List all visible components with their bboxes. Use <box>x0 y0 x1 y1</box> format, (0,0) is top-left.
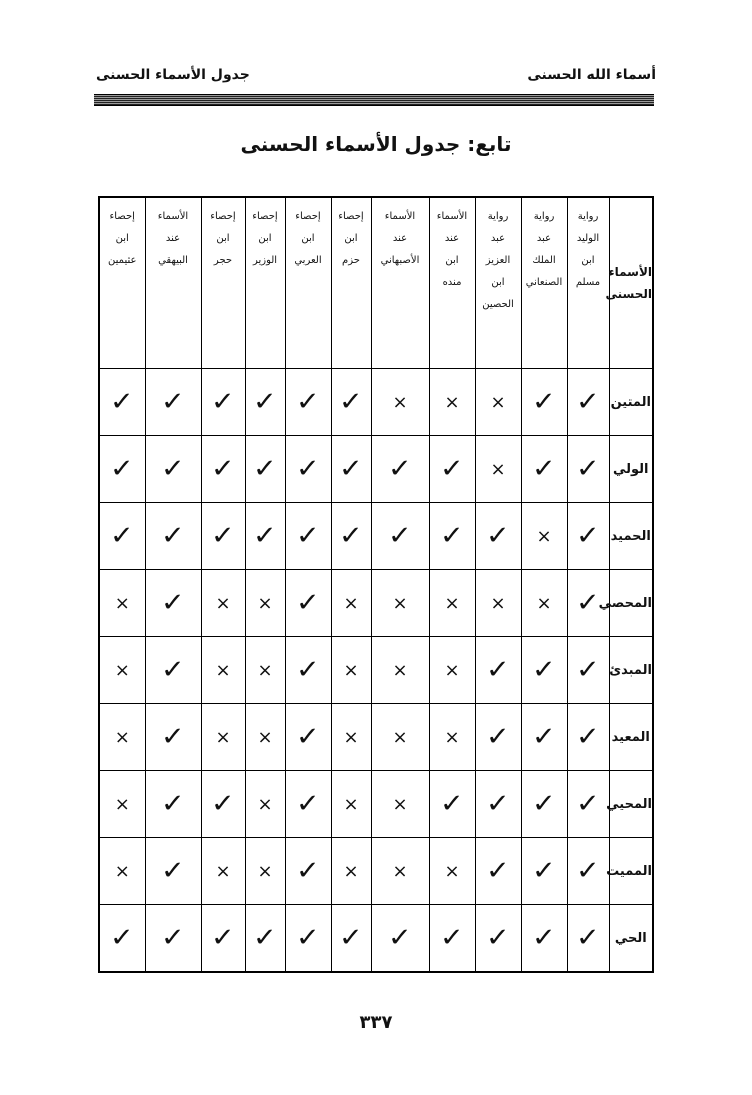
mark-cell <box>245 704 285 771</box>
mark-cell <box>331 838 371 905</box>
check-mark-icon: ✓ <box>110 923 135 953</box>
check-mark-icon: ✓ <box>110 454 135 484</box>
cross-mark-icon: × <box>490 458 506 480</box>
check-mark-icon: ✓ <box>388 923 412 953</box>
cross-mark-icon: × <box>444 860 460 882</box>
check-mark-icon: ✓ <box>532 454 556 484</box>
table-row <box>99 637 653 704</box>
cross-mark-icon: × <box>215 860 231 882</box>
mark-cell <box>245 369 285 436</box>
column-header: الأسماء عند الأصبهاني <box>371 197 429 369</box>
mark-cell <box>201 369 245 436</box>
mark-cell <box>521 570 567 637</box>
mark-cell <box>201 637 245 704</box>
mark-cell <box>145 637 201 704</box>
cross-mark-icon: × <box>257 793 273 815</box>
mark-cell <box>521 838 567 905</box>
name-column-header: الأسماء الحسنى <box>609 197 653 369</box>
mark-cell <box>99 503 145 570</box>
column-header: إحصاء ابن الوزير <box>245 197 285 369</box>
mark-cell <box>567 637 609 704</box>
check-mark-icon: ✓ <box>532 789 556 819</box>
check-mark-icon: ✓ <box>576 856 600 886</box>
divine-name-cell: المبدئ <box>609 637 653 704</box>
check-mark-icon: ✓ <box>161 789 185 819</box>
check-mark-icon: ✓ <box>161 521 185 551</box>
mark-cell <box>567 369 609 436</box>
mark-cell <box>245 637 285 704</box>
mark-cell <box>331 905 371 973</box>
check-mark-icon: ✓ <box>253 923 277 953</box>
mark-cell <box>331 436 371 503</box>
mark-cell <box>331 704 371 771</box>
table-row <box>99 570 653 637</box>
running-head <box>96 64 656 86</box>
mark-cell <box>429 771 475 838</box>
cross-mark-icon: × <box>444 726 460 748</box>
mark-cell <box>331 369 371 436</box>
mark-cell <box>521 503 567 570</box>
mark-cell <box>201 570 245 637</box>
cross-mark-icon: × <box>444 592 460 614</box>
mark-cell <box>201 771 245 838</box>
mark-cell <box>371 637 429 704</box>
cross-mark-icon: × <box>392 793 408 815</box>
check-mark-icon: ✓ <box>576 454 600 484</box>
mark-cell <box>145 369 201 436</box>
column-header: رواية عبد الملك الصنعاني <box>521 197 567 369</box>
check-mark-icon: ✓ <box>532 722 556 752</box>
check-mark-icon: ✓ <box>339 387 363 417</box>
check-mark-icon: ✓ <box>576 655 600 685</box>
mark-cell <box>245 503 285 570</box>
cross-mark-icon: × <box>114 860 130 882</box>
table-row <box>99 771 653 838</box>
check-mark-icon: ✓ <box>211 454 235 484</box>
mark-cell <box>99 905 145 973</box>
mark-cell <box>331 637 371 704</box>
cross-mark-icon: × <box>343 726 359 748</box>
check-mark-icon: ✓ <box>486 655 510 685</box>
mark-cell <box>145 771 201 838</box>
cross-mark-icon: × <box>444 659 460 681</box>
mark-cell <box>521 704 567 771</box>
cross-mark-icon: × <box>490 391 506 413</box>
mark-cell <box>567 905 609 973</box>
check-mark-icon: ✓ <box>161 856 185 886</box>
check-mark-icon: ✓ <box>532 387 556 417</box>
mark-cell <box>331 570 371 637</box>
table-row <box>99 436 653 503</box>
mark-cell <box>371 905 429 973</box>
check-mark-icon: ✓ <box>296 856 320 886</box>
cross-mark-icon: × <box>392 592 408 614</box>
column-header: إحصاء ابن العربي <box>285 197 331 369</box>
cross-mark-icon: × <box>343 860 359 882</box>
check-mark-icon: ✓ <box>211 789 235 819</box>
check-mark-icon: ✓ <box>440 454 464 484</box>
table-row <box>99 704 653 771</box>
mark-cell <box>245 570 285 637</box>
check-mark-icon: ✓ <box>161 588 185 618</box>
check-mark-icon: ✓ <box>161 722 185 752</box>
mark-cell <box>475 771 521 838</box>
mark-cell <box>475 369 521 436</box>
check-mark-icon: ✓ <box>486 923 510 953</box>
header-rule <box>94 94 654 106</box>
mark-cell <box>429 503 475 570</box>
cross-mark-icon: × <box>392 659 408 681</box>
column-header: الأسماء عند البيهقي <box>145 197 201 369</box>
mark-cell <box>99 771 145 838</box>
mark-cell <box>331 503 371 570</box>
check-mark-icon: ✓ <box>486 789 510 819</box>
check-mark-icon: ✓ <box>253 387 277 417</box>
column-header: إحصاء ابن حجر <box>201 197 245 369</box>
mark-cell <box>99 838 145 905</box>
mark-cell <box>475 704 521 771</box>
check-mark-icon: ✓ <box>296 454 320 484</box>
mark-cell <box>145 838 201 905</box>
mark-cell <box>145 503 201 570</box>
check-mark-icon: ✓ <box>296 655 320 685</box>
check-mark-icon: ✓ <box>576 923 600 953</box>
mark-cell <box>245 771 285 838</box>
check-mark-icon: ✓ <box>253 454 277 484</box>
mark-cell <box>475 570 521 637</box>
check-mark-icon: ✓ <box>486 722 510 752</box>
mark-cell <box>567 704 609 771</box>
check-mark-icon: ✓ <box>339 454 363 484</box>
check-mark-icon: ✓ <box>576 521 600 551</box>
column-header: إحصاء ابن حزم <box>331 197 371 369</box>
divine-name-cell: الحي <box>609 905 653 973</box>
mark-cell <box>245 838 285 905</box>
mark-cell <box>99 704 145 771</box>
mark-cell <box>285 637 331 704</box>
mark-cell <box>245 436 285 503</box>
table-row <box>99 369 653 436</box>
mark-cell <box>521 637 567 704</box>
mark-cell <box>475 503 521 570</box>
mark-cell <box>371 704 429 771</box>
page-number: ٣٣٧ <box>359 1012 393 1033</box>
cross-mark-icon: × <box>114 726 130 748</box>
mark-cell <box>521 436 567 503</box>
cross-mark-icon: × <box>114 793 130 815</box>
mark-cell <box>145 436 201 503</box>
mark-cell <box>475 436 521 503</box>
check-mark-icon: ✓ <box>576 722 600 752</box>
cross-mark-icon: × <box>343 793 359 815</box>
cross-mark-icon: × <box>215 592 231 614</box>
divine-name-cell: المحصي <box>609 570 653 637</box>
cross-mark-icon: × <box>536 525 552 547</box>
cross-mark-icon: × <box>257 659 273 681</box>
mark-cell <box>429 704 475 771</box>
mark-cell <box>371 771 429 838</box>
check-mark-icon: ✓ <box>110 387 135 417</box>
check-mark-icon: ✓ <box>339 923 363 953</box>
mark-cell <box>521 771 567 838</box>
cross-mark-icon: × <box>392 726 408 748</box>
mark-cell <box>371 369 429 436</box>
divine-name-cell: المميت <box>609 838 653 905</box>
check-mark-icon: ✓ <box>296 722 320 752</box>
mark-cell <box>285 704 331 771</box>
mark-cell <box>567 771 609 838</box>
check-mark-icon: ✓ <box>576 387 600 417</box>
mark-cell <box>429 637 475 704</box>
mark-cell <box>145 570 201 637</box>
mark-cell <box>371 503 429 570</box>
mark-cell <box>285 369 331 436</box>
cross-mark-icon: × <box>536 592 552 614</box>
check-mark-icon: ✓ <box>532 655 556 685</box>
divine-name-cell: المحيي <box>609 771 653 838</box>
mark-cell <box>145 905 201 973</box>
check-mark-icon: ✓ <box>339 521 363 551</box>
mark-cell <box>429 369 475 436</box>
divine-name-cell: الولي <box>609 436 653 503</box>
table-body <box>99 369 653 973</box>
check-mark-icon: ✓ <box>296 521 320 551</box>
check-mark-icon: ✓ <box>161 454 185 484</box>
check-mark-icon: ✓ <box>161 923 185 953</box>
mark-cell <box>429 838 475 905</box>
names-table <box>98 196 654 973</box>
mark-cell <box>245 905 285 973</box>
mark-cell <box>285 436 331 503</box>
divine-name-cell: المعيد <box>609 704 653 771</box>
mark-cell <box>475 838 521 905</box>
mark-cell <box>429 570 475 637</box>
cross-mark-icon: × <box>343 659 359 681</box>
running-head-right: أسماء الله الحسنى <box>527 67 656 83</box>
table-row <box>99 905 653 973</box>
cross-mark-icon: × <box>343 592 359 614</box>
divine-name-cell: المتين <box>609 369 653 436</box>
column-header: رواية الوليد ابن مسلم <box>567 197 609 369</box>
check-mark-icon: ✓ <box>296 387 320 417</box>
table-row <box>99 838 653 905</box>
cross-mark-icon: × <box>257 592 273 614</box>
check-mark-icon: ✓ <box>486 521 510 551</box>
mark-cell <box>331 771 371 838</box>
column-header: الأسماء عند ابن منده <box>429 197 475 369</box>
mark-cell <box>371 436 429 503</box>
check-mark-icon: ✓ <box>440 923 464 953</box>
check-mark-icon: ✓ <box>161 655 185 685</box>
cross-mark-icon: × <box>490 592 506 614</box>
cross-mark-icon: × <box>257 860 273 882</box>
running-head-left: جدول الأسماء الحسنى <box>96 67 250 83</box>
cross-mark-icon: × <box>392 860 408 882</box>
mark-cell <box>567 503 609 570</box>
check-mark-icon: ✓ <box>576 588 600 618</box>
mark-cell <box>371 838 429 905</box>
mark-cell <box>521 905 567 973</box>
mark-cell <box>285 503 331 570</box>
mark-cell <box>475 637 521 704</box>
cross-mark-icon: × <box>215 726 231 748</box>
mark-cell <box>201 436 245 503</box>
check-mark-icon: ✓ <box>388 454 412 484</box>
mark-cell <box>201 704 245 771</box>
mark-cell <box>99 637 145 704</box>
mark-cell <box>429 905 475 973</box>
mark-cell <box>201 838 245 905</box>
cross-mark-icon: × <box>215 659 231 681</box>
check-mark-icon: ✓ <box>532 923 556 953</box>
check-mark-icon: ✓ <box>440 789 464 819</box>
mark-cell <box>567 838 609 905</box>
check-mark-icon: ✓ <box>296 923 320 953</box>
check-mark-icon: ✓ <box>253 521 277 551</box>
mark-cell <box>201 905 245 973</box>
table-header-row <box>99 197 653 369</box>
check-mark-icon: ✓ <box>486 856 510 886</box>
column-header: رواية عبد العزيز ابن الحصين <box>475 197 521 369</box>
mark-cell <box>285 771 331 838</box>
cross-mark-icon: × <box>444 391 460 413</box>
check-mark-icon: ✓ <box>211 923 235 953</box>
check-mark-icon: ✓ <box>296 789 320 819</box>
check-mark-icon: ✓ <box>110 521 135 551</box>
check-mark-icon: ✓ <box>211 521 235 551</box>
check-mark-icon: ✓ <box>388 521 412 551</box>
divine-name-cell: الحميد <box>609 503 653 570</box>
mark-cell <box>285 905 331 973</box>
mark-cell <box>475 905 521 973</box>
check-mark-icon: ✓ <box>440 521 464 551</box>
mark-cell <box>429 436 475 503</box>
mark-cell <box>145 704 201 771</box>
cross-mark-icon: × <box>114 659 130 681</box>
mark-cell <box>285 838 331 905</box>
mark-cell <box>99 369 145 436</box>
mark-cell <box>201 503 245 570</box>
mark-cell <box>521 369 567 436</box>
check-mark-icon: ✓ <box>532 856 556 886</box>
cross-mark-icon: × <box>114 592 130 614</box>
page-title: تابع: جدول الأسماء الحسنى <box>240 132 512 156</box>
check-mark-icon: ✓ <box>576 789 600 819</box>
cross-mark-icon: × <box>392 391 408 413</box>
mark-cell <box>99 570 145 637</box>
check-mark-icon: ✓ <box>296 588 320 618</box>
mark-cell <box>285 570 331 637</box>
mark-cell <box>567 436 609 503</box>
cross-mark-icon: × <box>257 726 273 748</box>
check-mark-icon: ✓ <box>161 387 185 417</box>
mark-cell <box>371 570 429 637</box>
table-row <box>99 503 653 570</box>
check-mark-icon: ✓ <box>211 387 235 417</box>
mark-cell <box>99 436 145 503</box>
column-header: إحصاء ابن عثيمين <box>99 197 145 369</box>
